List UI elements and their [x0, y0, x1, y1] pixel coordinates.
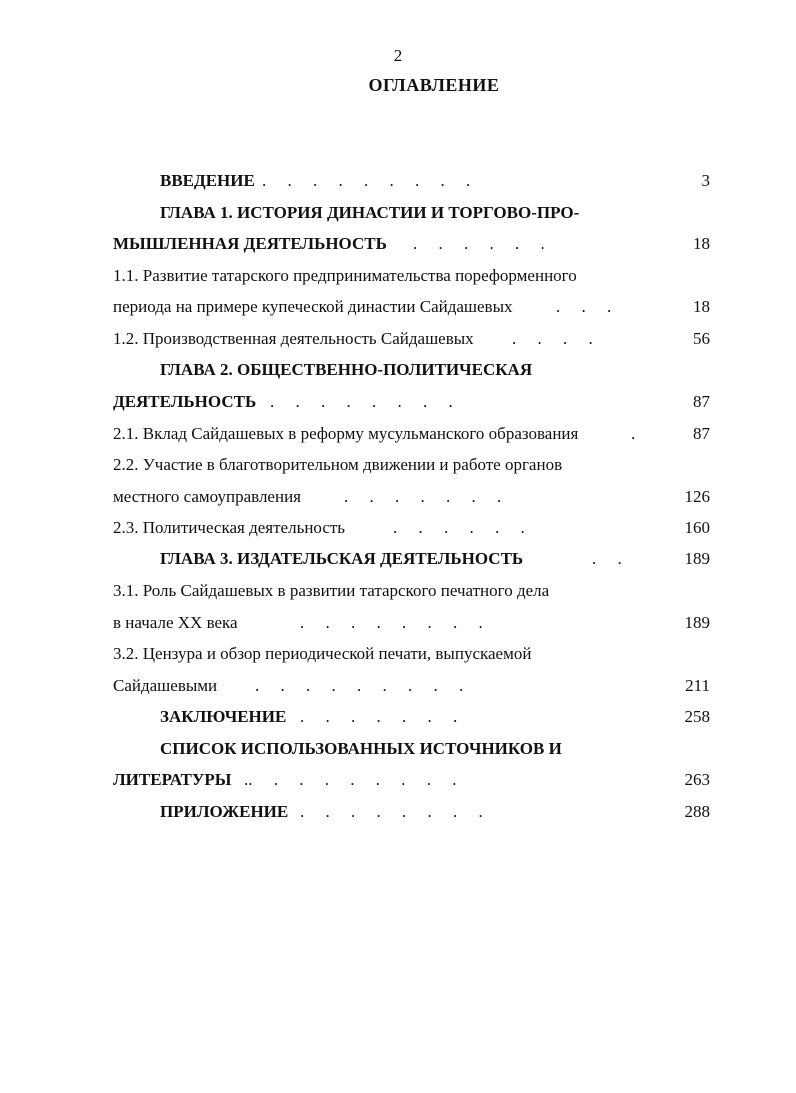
- toc-entry-section-3-2-cont: [0, 674, 796, 698]
- toc-entry-chapter-2: [0, 358, 796, 382]
- toc-entry-section-1-1: [0, 264, 796, 288]
- toc-entry-section-2-2-cont: [0, 485, 796, 509]
- toc-entry-section-2-1: [0, 422, 796, 446]
- toc-dot-leader: .. . . . . . . . .: [244, 770, 457, 789]
- toc-entry-text: ЗАКЛЮЧЕНИЕ: [160, 707, 287, 726]
- toc-page-number: 211: [685, 676, 710, 695]
- toc-entry-text: в начале XX века: [113, 613, 238, 632]
- toc-page-number: 56: [693, 329, 710, 348]
- toc-entry-text: 1.1. Развитие татарского предпринимательства пореформенного: [113, 266, 577, 285]
- toc-page-number: 3: [701, 171, 710, 190]
- toc-page-number: 258: [684, 707, 710, 726]
- toc-entry-text: 1.2. Производственная деятельность Сайдашевых: [113, 329, 474, 348]
- toc-entry-section-2-3: [0, 516, 796, 540]
- toc-dot-leader: . . . . . .: [393, 518, 525, 537]
- toc-dot-leader: . . . . . . . .: [300, 613, 483, 632]
- toc-entry-chapter-1: [0, 201, 796, 225]
- toc-page-number: 87: [693, 424, 710, 443]
- toc-entry-text: ЛИТЕРАТУРЫ: [113, 770, 232, 789]
- toc-entry-chapter-2-cont: [0, 390, 796, 414]
- toc-dot-leader: . . . . . . .: [344, 487, 502, 506]
- toc-entry-introduction: [0, 169, 796, 193]
- toc-entry-text: МЫШЛЕННАЯ ДЕЯТЕЛЬНОСТЬ: [113, 234, 387, 253]
- toc-page-number: 18: [693, 297, 710, 316]
- toc-entry-text: ДЕЯТЕЛЬНОСТЬ: [113, 392, 257, 411]
- toc-entry-text: местного самоуправления: [113, 487, 301, 506]
- toc-page-number: 189: [684, 613, 710, 632]
- toc-page-number: 126: [684, 487, 710, 506]
- toc-entry-text: 2.3. Политическая деятельность: [113, 518, 346, 537]
- toc-entry-section-1-2: [0, 327, 796, 351]
- toc-entry-text: 3.2. Цензура и обзор периодической печати, выпускаемой: [113, 644, 532, 663]
- toc-entry-text: периода на примере купеческой династии Сайдашевых: [113, 297, 513, 316]
- toc-entry-section-3-2: [0, 642, 796, 666]
- toc-dot-leader: . . . . . . . .: [300, 802, 483, 821]
- toc-dot-leader: . . . . . . .: [300, 707, 458, 726]
- toc-entry-text: Сайдашевыми: [113, 676, 218, 695]
- toc-entry-text: 2.2. Участие в благотворительном движении и работе органов: [113, 455, 563, 474]
- toc-dot-leader: . . . . . . . . .: [255, 676, 464, 695]
- toc-entry-text: ГЛАВА 3. ИЗДАТЕЛЬСКАЯ ДЕЯТЕЛЬНОСТЬ: [160, 549, 524, 568]
- toc-entry-appendix: [0, 800, 796, 824]
- page-number: 2: [393, 46, 403, 65]
- page-title: ОГЛАВЛЕНИЕ: [368, 75, 500, 95]
- toc-dot-leader: . . . .: [512, 329, 593, 348]
- toc-page-number: 18: [693, 234, 710, 253]
- toc-entry-text: ГЛАВА 1. ИСТОРИЯ ДИНАСТИИ И ТОРГОВО-ПРО-: [160, 203, 580, 222]
- toc-entry-text: ГЛАВА 2. ОБЩЕСТВЕННО-ПОЛИТИЧЕСКАЯ: [160, 360, 533, 379]
- toc-entry-section-2-2: [0, 453, 796, 477]
- toc-dot-leader: .: [631, 424, 636, 443]
- toc-entry-text: 3.1. Роль Сайдашевых в развитии татарского печатного дела: [113, 581, 550, 600]
- toc-page-number: 189: [684, 549, 710, 568]
- toc-entry-chapter-1-cont: [0, 232, 796, 256]
- toc-entry-chapter-3: [0, 547, 796, 571]
- toc-entry-text: СПИСОК ИСПОЛЬЗОВАННЫХ ИСТОЧНИКОВ И: [160, 739, 562, 758]
- toc-entry-text: ВВЕДЕНИЕ: [160, 171, 255, 190]
- toc-entry-section-3-1: [0, 579, 796, 603]
- toc-page-number: 160: [684, 518, 710, 537]
- toc-dot-leader: . . . . . .: [413, 234, 545, 253]
- toc-entry-bibliography-cont: [0, 768, 796, 792]
- toc-entry-section-3-1-cont: [0, 611, 796, 635]
- toc-entry-section-1-1-cont: [0, 295, 796, 319]
- toc-page-number: 263: [684, 770, 710, 789]
- toc-page-number: 87: [693, 392, 710, 411]
- toc-entry-text: ПРИЛОЖЕНИЕ: [160, 802, 289, 821]
- toc-dot-leader: . . . . . . . .: [270, 392, 453, 411]
- toc-page-number: 288: [684, 802, 710, 821]
- toc-dot-leader: . .: [592, 549, 622, 568]
- toc-dot-leader: . . .: [556, 297, 612, 316]
- toc-entry-bibliography: [0, 737, 796, 761]
- toc-entry-text: 2.1. Вклад Сайдашевых в реформу мусульманского образования: [113, 424, 579, 443]
- toc-dot-leader: . . . . . . . . .: [262, 171, 471, 190]
- toc-entry-conclusion: [0, 705, 796, 729]
